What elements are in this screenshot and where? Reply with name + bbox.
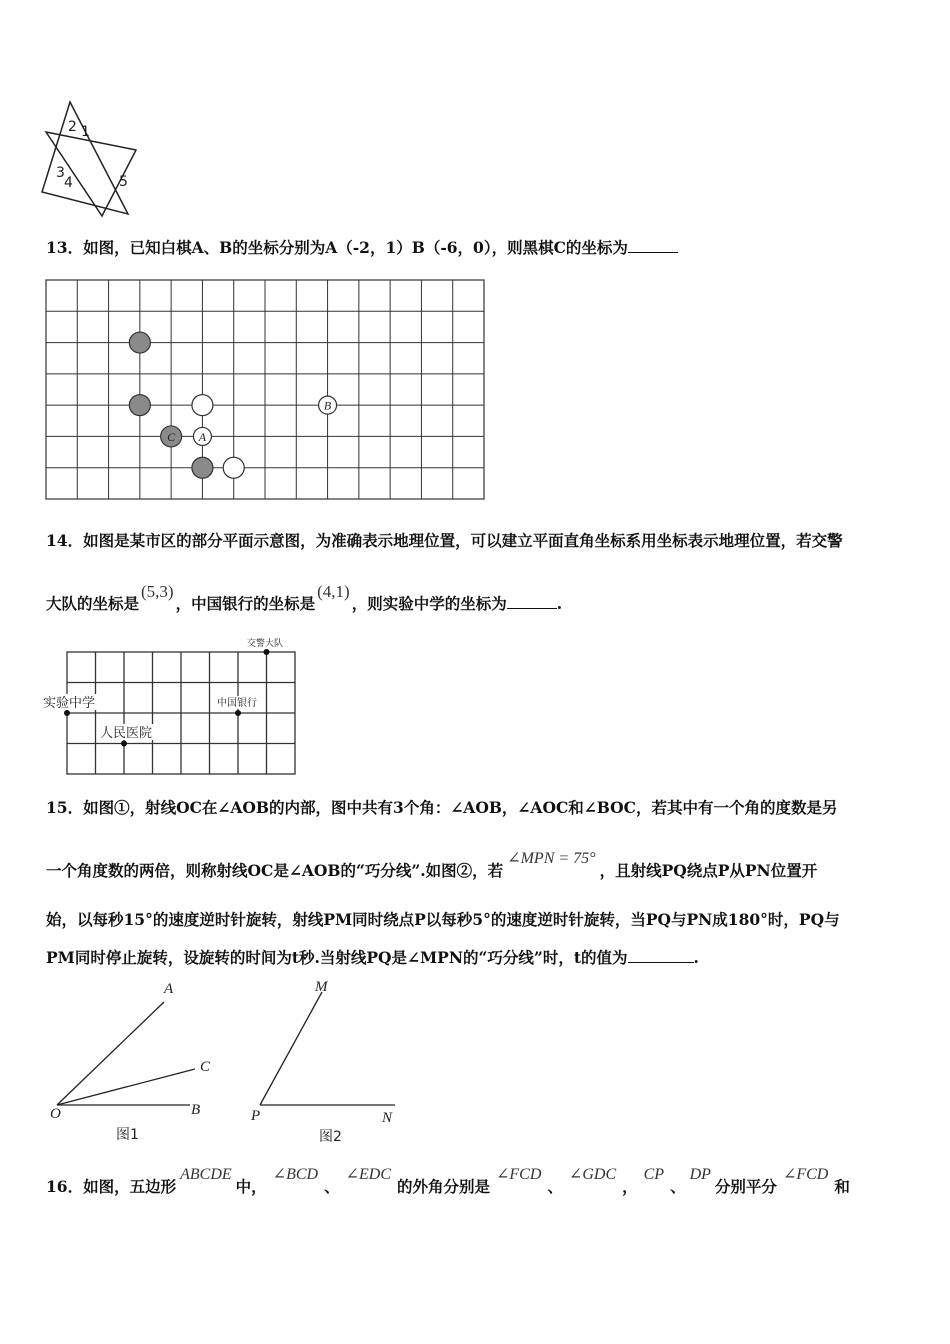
label-c: C — [200, 1059, 211, 1075]
map-grid — [67, 652, 295, 774]
black-stone — [129, 395, 150, 416]
bank-point — [235, 710, 241, 716]
question-15-line3 — [46, 908, 840, 930]
figure-1 — [40, 978, 240, 1148]
q16-m1: ABCDE — [180, 1166, 232, 1183]
q16-t2: 中， — [235, 1177, 267, 1196]
fig1-caption: 图1 — [116, 1127, 139, 1143]
label-m: M — [315, 979, 328, 995]
q15-angle-expr: ∠MPN = 75° — [507, 850, 596, 867]
q16-m3: ∠EDC — [345, 1166, 391, 1183]
black-stone — [192, 457, 213, 478]
question-16 — [46, 1166, 850, 1197]
jiaojing-label: 交警大队 — [247, 639, 284, 649]
q15-line3: 始，以每秒15°的速度逆时针旋转，射线PM同时绕点P以每秒5°的速度逆时针旋转，当PQ与PN成180°时，PQ与 — [46, 910, 840, 929]
q14-coord-jiaojing: (5,3) — [141, 582, 174, 601]
q16-t5: 、 — [547, 1177, 563, 1196]
shiyan-label: 实验中学 — [43, 696, 96, 711]
white-stone-b-label: B — [323, 398, 332, 413]
q14-line1: 如图是某市区的部分平面示意图，为准确表示地理位置，可以建立平面直角坐标系用坐标表示地理位置，若交警 — [83, 531, 843, 550]
q15-line2-a: 一个角度数的两倍，则称射线OC是∠AOB的“巧分线”.如图②，若 — [46, 861, 504, 880]
q13-text: 如图，已知白棋A、B的坐标分别为A（-2，1）B（-6，0），则黑棋C的坐标为 — [83, 238, 628, 257]
q16-m8: ∠FCD — [782, 1166, 829, 1183]
q15-line1: 如图①，射线OC在∠AOB的内部，图中共有3个角：∠AOB，∠AOC和∠BOC，若其中有一个角的度数是另 — [83, 798, 838, 817]
bank-label: 中国银行 — [217, 698, 257, 709]
white-stone-a-label: A — [198, 429, 207, 444]
white-stone — [223, 457, 244, 478]
q14-text-a: 大队的坐标是 — [46, 594, 140, 613]
q16-t6: ， — [622, 1177, 638, 1196]
q13-answer-blank — [628, 238, 678, 253]
label-o: O — [50, 1106, 61, 1122]
black-stone — [129, 332, 150, 353]
q16-t9: 和 — [834, 1177, 850, 1196]
q16-t7: 、 — [670, 1177, 686, 1196]
triangle-1 — [42, 102, 128, 214]
question-14-line2 — [46, 582, 563, 614]
q16-m5: ∠GDC — [568, 1166, 617, 1183]
q15-end: . — [693, 948, 699, 967]
q16-t1: 如图，五边形 — [83, 1177, 177, 1196]
city-map — [40, 634, 302, 780]
star-figure — [40, 98, 150, 222]
question-14-line1 — [46, 529, 843, 551]
label-n: N — [382, 1110, 393, 1126]
angle-label-3: 3 — [56, 165, 65, 181]
q14-text-b: ，中国银行的坐标是 — [175, 594, 316, 613]
q14-number: 14． — [46, 531, 84, 550]
hospital-label: 人民医院 — [100, 726, 153, 741]
question-15-line2 — [46, 850, 818, 881]
q13-number: 13． — [46, 238, 84, 257]
black-stone-c-label: C — [167, 429, 176, 444]
q16-t4: 的外角分别是 — [396, 1177, 490, 1196]
label-p: P — [251, 1108, 261, 1124]
q16-m2: ∠BCD — [272, 1166, 319, 1183]
go-board — [45, 279, 485, 500]
angle-label-1: 1 — [81, 124, 90, 140]
figure-2 — [245, 978, 405, 1148]
q15-answer-blank — [628, 948, 694, 963]
ray-oa — [57, 1002, 164, 1105]
q14-answer-blank — [507, 594, 557, 609]
q15-number: 15． — [46, 798, 84, 817]
q16-number: 16． — [46, 1177, 84, 1196]
jiaojing-point — [264, 649, 270, 655]
q16-m7: DP — [689, 1166, 711, 1183]
q14-end: . — [556, 594, 563, 613]
angle-label-2: 2 — [68, 119, 77, 135]
label-a: A — [164, 981, 174, 997]
q14-text-c: ，则实验中学的坐标为 — [351, 594, 507, 613]
q15-line4: PM同时停止旋转，设旋转的时间为t秒.当射线PQ是∠MPN的“巧分线”时，t的值为 — [46, 948, 628, 967]
label-b: B — [191, 1102, 201, 1118]
q16-m6: CP — [643, 1166, 665, 1183]
q16-m4: ∠FCD — [496, 1166, 542, 1183]
q14-coord-bank: (4,1) — [317, 582, 350, 601]
ray-pm — [260, 992, 322, 1105]
white-stone — [192, 395, 213, 416]
q16-t8: 分别平分 — [714, 1177, 777, 1196]
hospital-point — [121, 741, 127, 747]
question-13 — [46, 236, 678, 258]
q15-line2-b: ，且射线PQ绕点P从PN位置开 — [599, 861, 818, 880]
q16-t3: 、 — [324, 1177, 340, 1196]
question-15-line1 — [46, 796, 838, 818]
fig2-caption: 图2 — [319, 1129, 342, 1145]
angle-label-4: 4 — [64, 175, 73, 191]
question-15-line4 — [46, 946, 699, 968]
angle-label-5: 5 — [119, 174, 128, 190]
ray-oc — [57, 1069, 195, 1105]
